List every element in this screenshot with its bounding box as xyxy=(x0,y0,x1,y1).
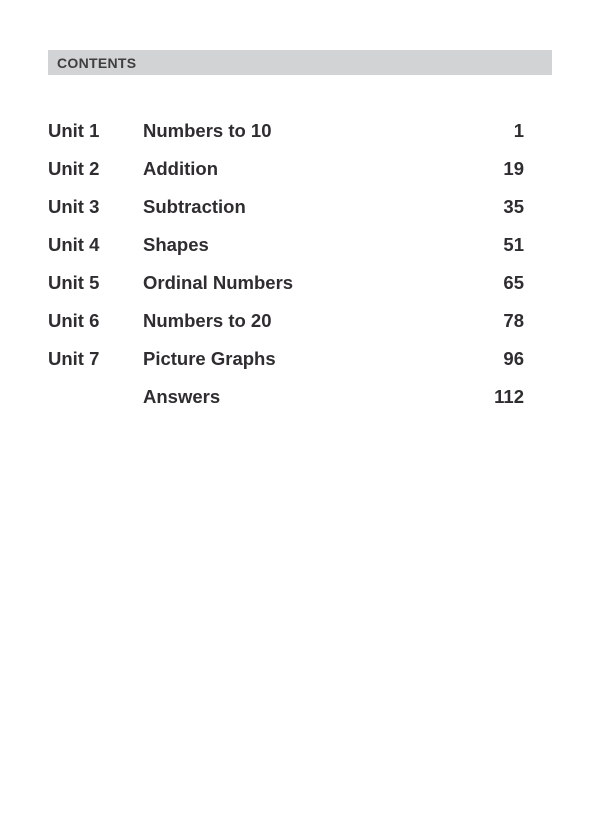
page-number: 96 xyxy=(503,348,524,369)
unit-title: Numbers to 20 xyxy=(143,310,272,331)
toc-row xyxy=(48,226,524,264)
unit-label: Unit 4 xyxy=(48,234,100,255)
toc-row xyxy=(48,340,524,378)
page-number: 19 xyxy=(503,158,524,179)
page-number: 35 xyxy=(503,196,524,217)
unit-title: Picture Graphs xyxy=(143,348,276,369)
unit-title: Answers xyxy=(143,386,221,407)
unit-title: Numbers to 10 xyxy=(143,120,272,141)
page-number: 1 xyxy=(513,120,524,141)
page-number: 65 xyxy=(503,272,524,293)
unit-title: Ordinal Numbers xyxy=(143,272,294,293)
page-number: 51 xyxy=(503,234,524,255)
toc-row xyxy=(48,378,524,416)
toc-row xyxy=(48,264,524,302)
page-number: 78 xyxy=(503,310,524,331)
contents-title: CONTENTS xyxy=(57,54,137,71)
unit-title: Shapes xyxy=(143,234,209,255)
toc-row xyxy=(48,302,524,340)
unit-label: Unit 3 xyxy=(48,196,100,217)
page-number: 112 xyxy=(494,386,524,407)
unit-title: Subtraction xyxy=(143,196,246,217)
toc-row xyxy=(48,188,524,226)
toc-row xyxy=(48,112,524,150)
unit-label: Unit 1 xyxy=(48,120,100,141)
contents-header-bar xyxy=(48,50,552,75)
unit-title: Addition xyxy=(143,158,219,179)
unit-label: Unit 5 xyxy=(48,272,100,293)
unit-label: Unit 6 xyxy=(48,310,100,331)
unit-label: Unit 2 xyxy=(48,158,100,179)
table-of-contents xyxy=(48,112,524,416)
unit-label: Unit 7 xyxy=(48,348,100,369)
toc-row xyxy=(48,150,524,188)
